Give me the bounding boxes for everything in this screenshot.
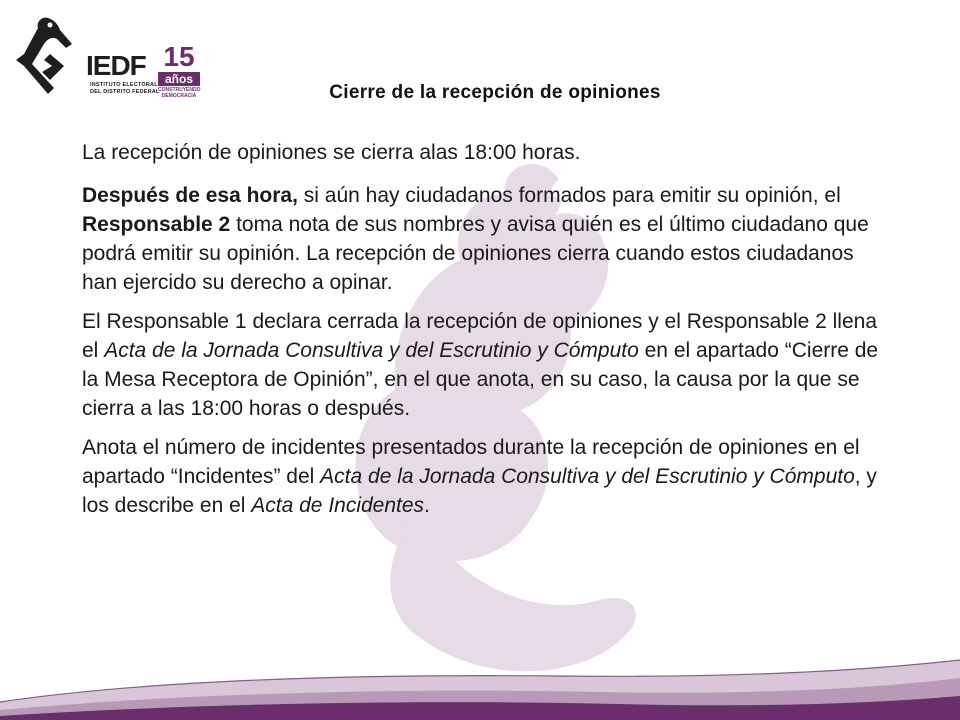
- logo-subtitle: INSTITUTO ELECTORAL DEL DISTRITO FEDERAL: [90, 82, 160, 95]
- logo-wordmark: IEDF: [86, 50, 146, 81]
- slide-title: Cierre de la recepción de opiniones: [329, 82, 661, 103]
- text-segment: en el apartado “Cierre de la Mesa Receptora de Opinión”, en el que anota, en su caso, la causa por la que se cierra a las 18:00 horas o después.: [82, 339, 879, 420]
- paragraph-after-hour: [82, 181, 882, 297]
- bold-after-hour: Después de esa hora,: [82, 184, 298, 207]
- paragraph-declaration: [82, 307, 882, 423]
- slide-body: [82, 138, 882, 530]
- text-segment: , y los describe en el: [82, 465, 877, 517]
- text-segment: El Responsable 1 declara cerrada la recepción de opiniones y el Responsable 2 llena el: [82, 310, 878, 362]
- text-segment: Anota el número de incidentes presentados durante la recepción de opiniones en el apartado “Incidentes” del: [82, 436, 860, 488]
- paragraph-closing-time: La recepción de opiniones se cierra alas 18:00 horas.: [82, 141, 581, 164]
- paragraph-incidents: [82, 433, 882, 520]
- italic-acta-jornada: Acta de la Jornada Consultiva y del Escrutinio y Cómputo: [104, 339, 639, 362]
- bold-responsable-2: Responsable 2: [82, 213, 231, 236]
- badge-number: 15: [163, 41, 195, 72]
- italic-acta-jornada: Acta de la Jornada Consultiva y del Escrutinio y Cómputo: [320, 465, 855, 488]
- text-segment: .: [424, 494, 430, 517]
- badge-tagline: CONSTRUYENDO DEMOCRACIA: [158, 87, 201, 99]
- text-segment: toma nota de sus nombres y avisa quién es el último ciudadano que podrá emitir su opinión. La recepción de opiniones cierra cuando estos ciudadanos han ejercido su derecho a opinar.: [82, 213, 869, 294]
- footer-wave-decoration: [0, 640, 960, 720]
- italic-acta-incidentes: Acta de Incidentes: [251, 494, 425, 517]
- badge-years: años: [158, 72, 200, 86]
- text-segment: si aún hay ciudadanos formados para emitir su opinión, el: [297, 184, 841, 207]
